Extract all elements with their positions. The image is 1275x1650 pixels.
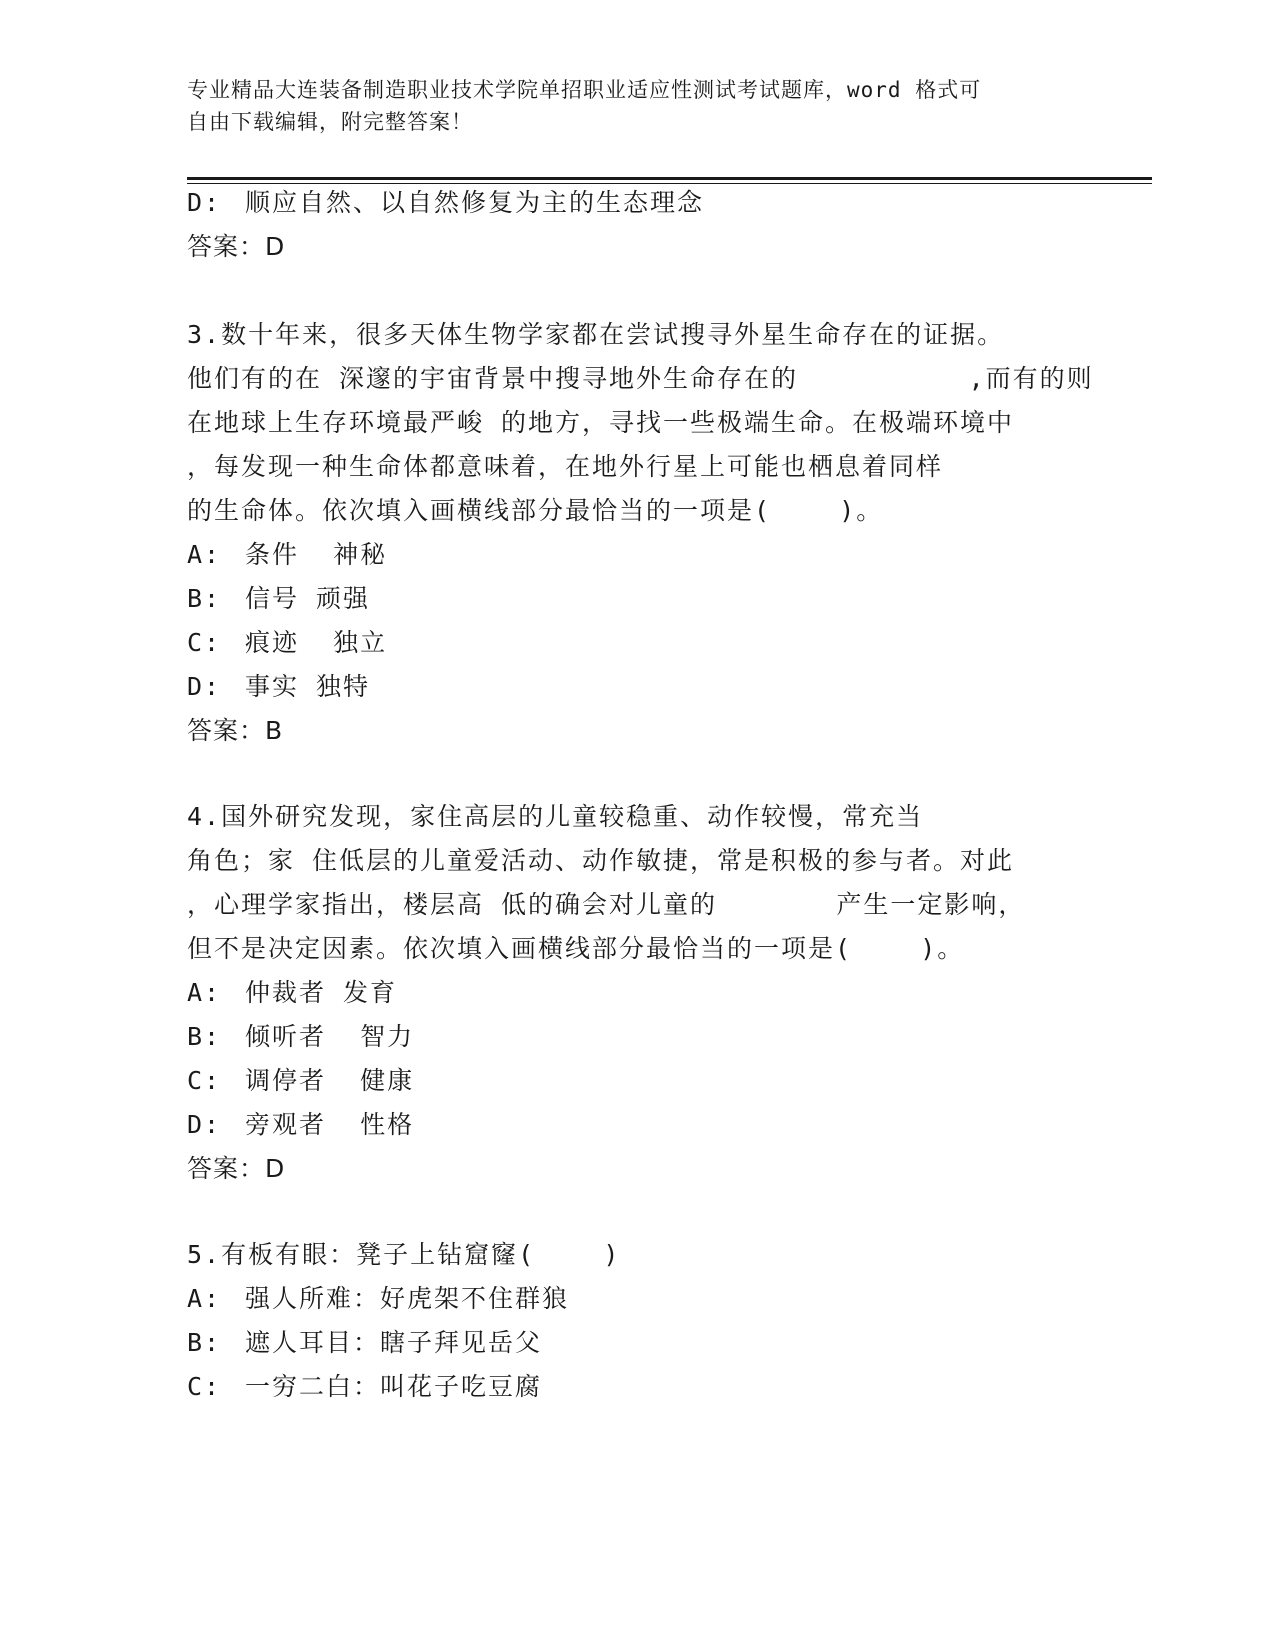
option-letter: D: <box>187 1110 222 1139</box>
option-letter: A: <box>187 1284 222 1313</box>
option-letter: C: <box>187 1372 222 1401</box>
q4-option-d <box>187 1110 414 1140</box>
document-header <box>187 74 1087 138</box>
option-letter: D: <box>187 188 222 217</box>
option-letter: A: <box>187 978 222 1007</box>
prev-option-d <box>187 188 704 218</box>
q5-option-a <box>187 1284 569 1314</box>
option-text: 强人所难：好虎架不住群狼 <box>245 1284 570 1313</box>
q5-option-c <box>187 1372 542 1402</box>
header-rule-thick <box>187 177 1152 180</box>
q3-option-b <box>187 584 370 614</box>
option-text: 一穷二白：叫花子吃豆腐 <box>245 1372 543 1401</box>
q4-option-c <box>187 1066 414 1096</box>
q4-line-3: ，心理学家指出，楼层高 低的确会对儿童的 产生一定影响， <box>187 890 1026 919</box>
option-text: 条件 神秘 <box>245 540 388 569</box>
option-text: 顺应自然、以自然修复为主的生态理念 <box>245 188 705 217</box>
q3-line-1: 3.数十年来，很多天体生物学家都在尝试搜寻外星生命存在的证据。 <box>187 320 1005 349</box>
q3-answer: 答案：B <box>187 716 284 745</box>
option-text: 旁观者 性格 <box>245 1110 415 1139</box>
q3-line-4: ，每发现一种生命体都意味着，在地外行星上可能也栖息着同样 <box>187 452 944 481</box>
option-text: 倾听者 智力 <box>245 1022 415 1051</box>
q4-answer: 答案：D <box>187 1154 286 1183</box>
option-text: 痕迹 独立 <box>245 628 388 657</box>
q3-option-a <box>187 540 387 570</box>
option-text: 调停者 健康 <box>245 1066 415 1095</box>
q3-line-3: 在地球上生存环境最严峻 的地方，寻找一些极端生命。在极端环境中 <box>187 408 1015 437</box>
q3-line-5: 的生命体。依次填入画横线部分最恰当的一项是( )。 <box>187 496 884 525</box>
option-text: 仲裁者 发育 <box>245 978 398 1007</box>
option-letter: C: <box>187 628 222 657</box>
option-letter: D: <box>187 672 222 701</box>
option-text: 事实 独特 <box>245 672 371 701</box>
q5-line-1: 5.有板有眼：凳子上钻窟窿( ) <box>187 1240 621 1269</box>
q4-option-a <box>187 978 397 1008</box>
q4-line-2: 角色；家 住低层的儿童爱活动、动作敏捷，常是积极的参与者。对此 <box>187 846 1015 875</box>
q3-option-d <box>187 672 370 702</box>
header-line-1: 专业精品大连装备制造职业技术学院单招职业适应性测试考试题库，word 格式可 <box>187 78 982 102</box>
option-letter: C: <box>187 1066 222 1095</box>
prev-answer: 答案：D <box>187 232 286 261</box>
option-text: 信号 顽强 <box>245 584 371 613</box>
q4-option-b <box>187 1022 414 1052</box>
q4-line-4: 但不是决定因素。依次填入画横线部分最恰当的一项是( )。 <box>187 934 965 963</box>
header-line-2: 自由下载编辑，附完整答案！ <box>187 110 473 134</box>
option-letter: B: <box>187 584 222 613</box>
option-letter: A: <box>187 540 222 569</box>
q3-line-2: 他们有的在 深邃的宇宙背景中搜寻地外生命存在的 ,而有的则 <box>187 364 1094 393</box>
option-letter: B: <box>187 1328 222 1357</box>
q5-option-b <box>187 1328 542 1358</box>
option-letter: B: <box>187 1022 222 1051</box>
q3-option-c <box>187 628 387 658</box>
option-text: 遮人耳目：瞎子拜见岳父 <box>245 1328 543 1357</box>
q4-line-1: 4.国外研究发现，家住高层的儿童较稳重、动作较慢，常充当 <box>187 802 924 831</box>
header-rule-thin <box>187 183 1152 184</box>
